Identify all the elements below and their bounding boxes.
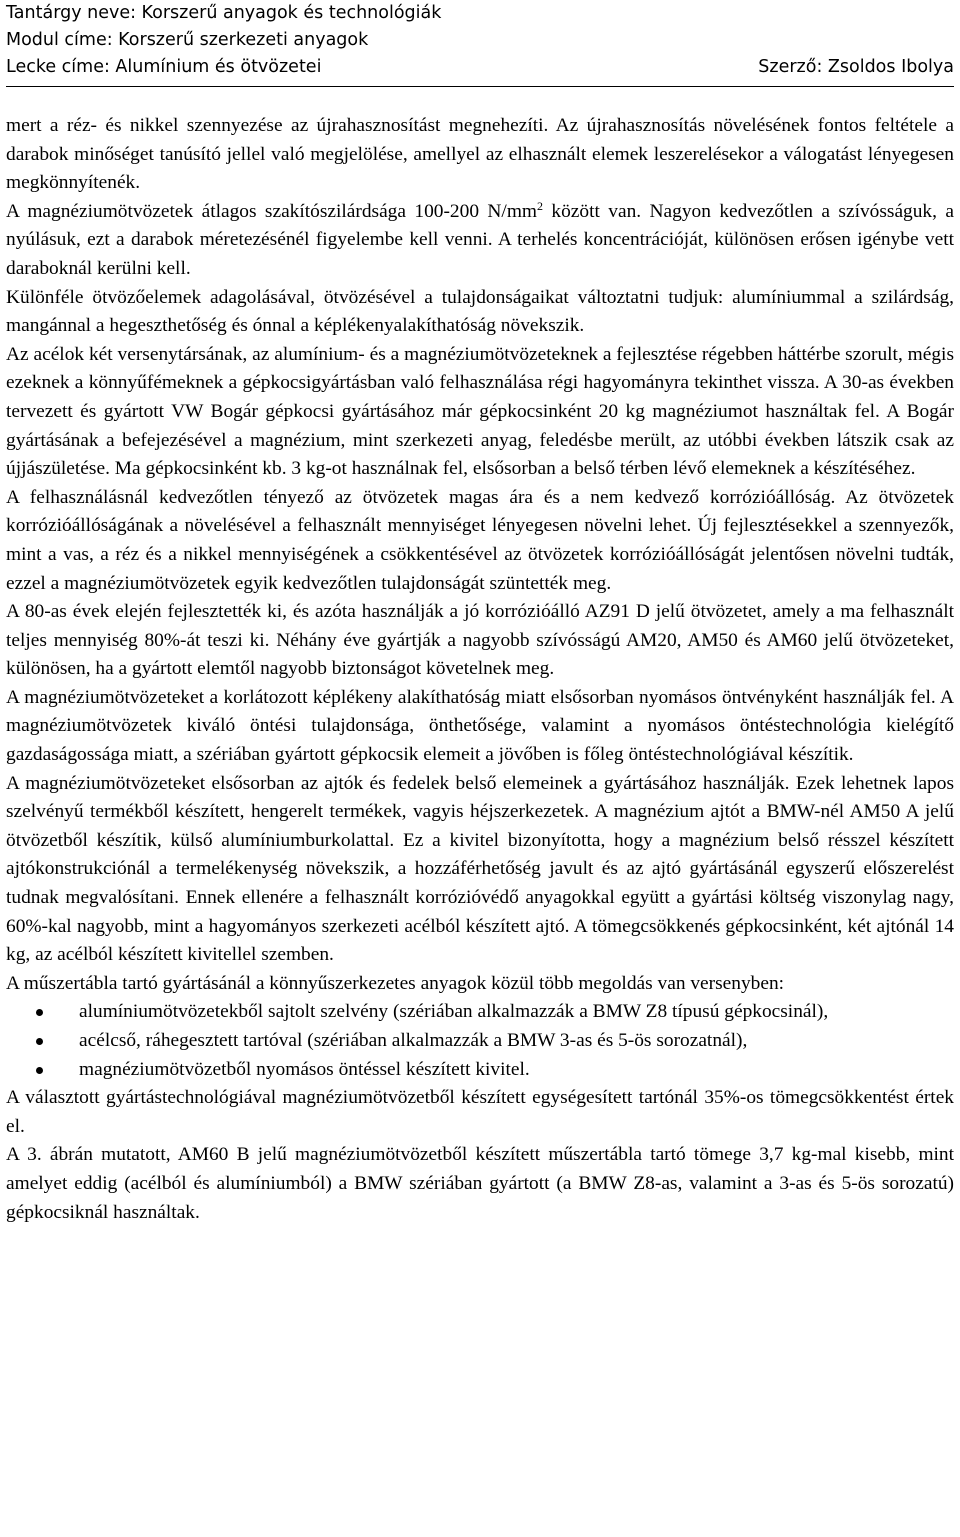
list-item-text: alumíniumötvözetekből sajtolt szelvény (szériában alkalmazzák a BMW Z8 típusú gépkocsinál), — [79, 1001, 829, 1023]
header-divider — [6, 86, 954, 87]
bullet-list — [6, 998, 954, 1084]
bullet-icon — [36, 1067, 43, 1074]
bullet-icon — [36, 1009, 43, 1016]
document-body — [6, 112, 954, 1227]
lesson-title: Lecke címe: Alumínium és ötvözetei — [6, 57, 322, 77]
bullet-icon — [36, 1038, 43, 1045]
list-item-text: magnéziumötvözetből nyomásos öntéssel készített kivitel. — [79, 1058, 530, 1080]
paragraph: Különféle ötvözőelemek adagolásával, ötvözésével a tulajdonságaikat változtatni tudjuk: alumíniummal a szilárdság, mangánnal a hegeszthetőség és ónnal a képlékenyalakíthatóság növekszik. — [6, 286, 954, 337]
list-item — [6, 998, 954, 1027]
module-title: Modul címe: Korszerű szerkezeti anyagok — [6, 30, 369, 50]
paragraph: A választott gyártástechnológiával magnéziumötvözetből készített egységesített tartónál 35%-os tömegcsökkentést értek el. — [6, 1087, 954, 1137]
paragraph: A magnéziumötvözeteket elsősorban az ajtók és fedelek belső elemeinek a gyártásához használják. Ezek lehetnek lapos szelvényű termékből készített, hengerelt termékek, vagyis héjszerkezetek. A magnézium ajtót a BMW-nél AM50 A jelű ötvözetből készítik, külső alumíniumburkolattal. Ez a kivitel bizonyította, hogy a magnézium belső résszel készített ajtókonstrukciónál a termelékenység növekszik, a hozzáférhetőség javult és az ajtó gyártásánál egyszerű előszerelést tudnak megvalósítani. Ennek ellenére a felhasznált korrózióvédő anyagokkal együtt a gyártási költség viszonylag nagy, 60%-kal nagyobb, mint a hagyományos szerkezeti acélból készített ajtó. A tömegcsökkenés gépkocsinként, két ajtónál 14 kg, az acélból készített kivitellel szemben. — [6, 772, 954, 966]
page-header — [6, 0, 954, 81]
paragraph: A 3. ábrán mutatott, AM60 B jelű magnéziumötvözetből készített műszertábla tartó tömege 3,7 kg-mal kisebb, mint amelyet eddig (acélból és alumíniumból) a BMW szériában gyártott (a BMW Z8-as, valamint a 3-as és 5-ös sorozatú) gépkocsiknál használtak. — [6, 1144, 954, 1223]
superscript: 2 — [536, 198, 543, 213]
list-item-text: acélcső, ráhegesztett tartóval (szériában alkalmazzák a BMW 3-as és 5-ös sorozatnál), — [79, 1030, 748, 1051]
paragraph: A műszertábla tartó gyártásánál a könnyűszerkezetes anyagok közül több megoldás van versenyben: — [6, 972, 785, 994]
paragraph: A 80-as évek elején fejlesztették ki, és azóta használják a jó korrózióálló AZ91 D jelű ötvözetet, amely a ma felhasznált teljes mennyiség 80%-át teszi ki. Néhány éve gyártják a nagyobb szívósságú AM20, AM50 és AM60 jelű ötvözeteket, különösen, ha a gyártott elemtől nagyobb biztonságot követelnek meg. — [6, 601, 954, 680]
paragraph-text: A magnéziumötvözetek átlagos szakítószilárdsága 100-200 N/mm — [6, 200, 537, 222]
list-item — [6, 1027, 954, 1056]
subject-name: Tantárgy neve: Korszerű anyagok és technológiák — [6, 3, 442, 23]
paragraph: mert a réz- és nikkel szennyezése az újrahasznosítást megnehezíti. Az újrahasznosítás növelésének fontos feltétele a darabok minőséget tanúsító jellel való megjelölése, amellyel az elhasznált elemek leszerelésekor a válogatást lényegesen megkönnyítenék. — [6, 115, 954, 194]
paragraph: A felhasználásnál kedvezőtlen tényező az ötvözetek magas ára és a nem kedvező korrózióállóság. Az ötvözetek korrózióállóságának a növelésével a felhasznált mennyiséget lényegesen növelni lehet. Új fejlesztésekkel a szennyezők, mint a vas, a réz és a nikkel mennyiségének a csökkentésével az ötvözetek korrózióállóságát jelentősen növelni tudták, ezzel a magnéziumötvözetek egyik kedvezőtlen tulajdonságát szüntették meg. — [6, 486, 954, 594]
paragraph — [6, 198, 954, 284]
paragraph-text: között van. Nagyon kedvezőtlen a szívósságuk, a nyúlásuk, ezt a darabok méretezésénél figyelembe kell venni. A terhelés koncentrációját, különösen erősen igénybe vett daraboknál kerülni kell. — [6, 200, 954, 279]
list-item — [6, 1056, 954, 1085]
paragraph: A magnéziumötvözeteket a korlátozott képlékeny alakíthatóság miatt elsősorban nyomásos öntvényként használják fel. A magnéziumötvözetek kiváló öntési tulajdonsága, önthetősége, valamint a nyomásos öntéstechnológia kielégítő gazdaságossága miatt, a szériában gyártott gépkocsik elemeit a jövőben is főleg öntéstechnológiával készítik. — [6, 686, 954, 766]
paragraph: Az acélok két versenytársának, az alumínium- és a magnéziumötvözeteknek a fejlesztése régebben háttérbe szorult, mégis ezeknek a könnyűfémeknek a gépkocsigyártásban való felhasználása régi hagyományra tekinthet vissza. A 30-as években tervezett és gyártott VW Bogár gépkocsi gyártásához már gépkocsinként 20 kg magnéziumot használtak fel. A Bogár gyártásának a befejezésével a magnézium, mint szerkezeti anyag, feledésbe merült, az utóbbi években látszik csak az újjászületése. Ma gépkocsinként kb. 3 kg-ot használnak fel, elsősorban a belső térben lévő elemeknek a készítéséhez. — [6, 343, 954, 480]
author-name: Szerző: Zsoldos Ibolya — [758, 57, 954, 77]
